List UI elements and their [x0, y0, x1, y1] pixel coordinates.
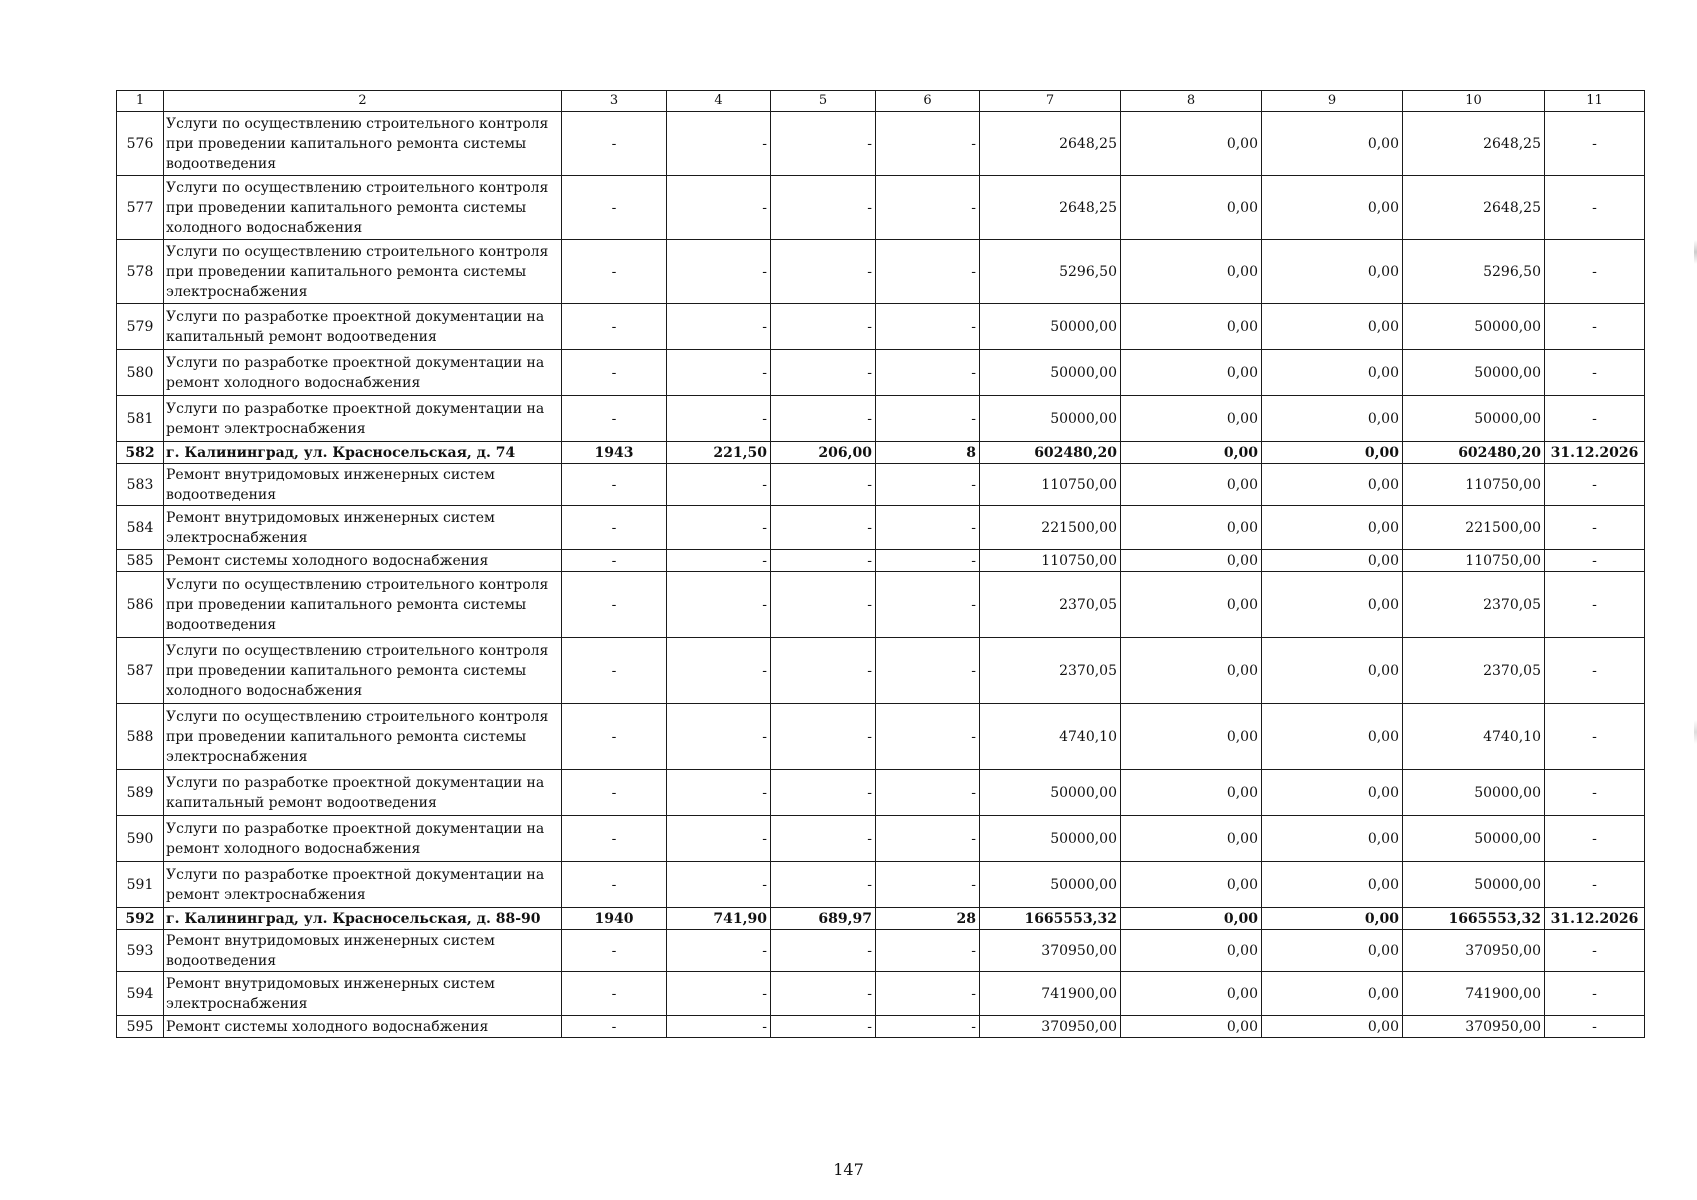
table-row-description: Ремонт системы холодного водоснабжения	[164, 1016, 562, 1038]
cell-col-10: 50000,00	[1403, 396, 1545, 442]
cell-col-5: -	[771, 638, 876, 704]
table-row-number: 579	[117, 304, 164, 350]
cell-col-4: -	[667, 506, 771, 550]
cell-col-3: -	[562, 638, 667, 704]
cell-col-3: -	[562, 304, 667, 350]
cell-col-7: 2370,05	[980, 638, 1121, 704]
cell-col-6: -	[876, 930, 980, 972]
table-row-number: 586	[117, 572, 164, 638]
cell-col-7: 50000,00	[980, 396, 1121, 442]
cell-col-4: -	[667, 464, 771, 506]
table-body	[117, 112, 1645, 1038]
table-row-description: Услуги по разработке проектной документации на ремонт электроснабжения	[164, 396, 562, 442]
cell-col-6: -	[876, 550, 980, 572]
cell-col-3: -	[562, 572, 667, 638]
cell-col-9: 0,00	[1262, 638, 1403, 704]
cell-col-4: -	[667, 350, 771, 396]
cell-col-11: -	[1545, 572, 1645, 638]
cell-col-4: -	[667, 1016, 771, 1038]
cell-col-10: 50000,00	[1403, 816, 1545, 862]
cell-col-11: -	[1545, 638, 1645, 704]
cell-col-7: 110750,00	[980, 550, 1121, 572]
cell-col-6: 8	[876, 442, 980, 464]
table-row-number: 587	[117, 638, 164, 704]
cell-col-5: -	[771, 972, 876, 1016]
table-row-number: 582	[117, 442, 164, 464]
cell-col-9: 0,00	[1262, 770, 1403, 816]
cell-col-4: 221,50	[667, 442, 771, 464]
cell-col-8: 0,00	[1121, 770, 1262, 816]
cell-col-3: 1943	[562, 442, 667, 464]
cell-col-8: 0,00	[1121, 638, 1262, 704]
cell-col-8: 0,00	[1121, 1016, 1262, 1038]
cell-col-11: -	[1545, 350, 1645, 396]
cell-col-5: 689,97	[771, 908, 876, 930]
cell-col-4: 741,90	[667, 908, 771, 930]
table-row-description: Услуги по разработке проектной документации на ремонт холодного водоснабжения	[164, 816, 562, 862]
cell-col-8: 0,00	[1121, 506, 1262, 550]
cell-col-7: 4740,10	[980, 704, 1121, 770]
cell-col-11: -	[1545, 464, 1645, 506]
cell-col-5: -	[771, 862, 876, 908]
cell-col-8: 0,00	[1121, 704, 1262, 770]
column-header: 11	[1545, 91, 1645, 112]
table-row	[117, 816, 1645, 862]
cell-col-10: 2370,05	[1403, 638, 1545, 704]
cell-col-8: 0,00	[1121, 550, 1262, 572]
cell-col-3: -	[562, 930, 667, 972]
table-row-number: 578	[117, 240, 164, 304]
table-row-description: г. Калининград, ул. Красносельская, д. 74	[164, 442, 562, 464]
table-row	[117, 550, 1645, 572]
cell-col-4: -	[667, 304, 771, 350]
table-row-number: 580	[117, 350, 164, 396]
cell-col-10: 50000,00	[1403, 770, 1545, 816]
cell-col-8: 0,00	[1121, 972, 1262, 1016]
cell-col-10: 4740,10	[1403, 704, 1545, 770]
cell-col-10: 741900,00	[1403, 972, 1545, 1016]
cell-col-9: 0,00	[1262, 908, 1403, 930]
cell-col-6: -	[876, 350, 980, 396]
cell-col-3: -	[562, 464, 667, 506]
cell-col-4: -	[667, 930, 771, 972]
cell-col-9: 0,00	[1262, 816, 1403, 862]
cell-col-10: 370950,00	[1403, 930, 1545, 972]
table-row	[117, 770, 1645, 816]
cell-col-8: 0,00	[1121, 112, 1262, 176]
cell-col-11: -	[1545, 176, 1645, 240]
cell-col-6: -	[876, 240, 980, 304]
table-row-number: 593	[117, 930, 164, 972]
cell-col-7: 1665553,32	[980, 908, 1121, 930]
cell-col-6: -	[876, 972, 980, 1016]
cell-col-9: 0,00	[1262, 1016, 1403, 1038]
table-row	[117, 506, 1645, 550]
cell-col-9: 0,00	[1262, 304, 1403, 350]
cell-col-8: 0,00	[1121, 396, 1262, 442]
cell-col-9: 0,00	[1262, 862, 1403, 908]
table-row	[117, 638, 1645, 704]
cell-col-3: -	[562, 972, 667, 1016]
cell-col-10: 5296,50	[1403, 240, 1545, 304]
column-number-header-row	[117, 91, 1645, 112]
table-row-number: 585	[117, 550, 164, 572]
cell-col-3: -	[562, 240, 667, 304]
cell-col-6: -	[876, 112, 980, 176]
table-row	[117, 304, 1645, 350]
table-row-number: 592	[117, 908, 164, 930]
cell-col-5: -	[771, 396, 876, 442]
cell-col-9: 0,00	[1262, 112, 1403, 176]
cell-col-5: -	[771, 304, 876, 350]
cell-col-6: -	[876, 770, 980, 816]
cell-col-9: 0,00	[1262, 464, 1403, 506]
cell-col-9: 0,00	[1262, 930, 1403, 972]
cell-col-3: -	[562, 506, 667, 550]
cell-col-8: 0,00	[1121, 816, 1262, 862]
cell-col-11: -	[1545, 770, 1645, 816]
cell-col-11: -	[1545, 704, 1645, 770]
cell-col-4: -	[667, 112, 771, 176]
column-header: 4	[667, 91, 771, 112]
table-row-number: 588	[117, 704, 164, 770]
cell-col-3: -	[562, 396, 667, 442]
cell-col-8: 0,00	[1121, 908, 1262, 930]
table-row	[117, 112, 1645, 176]
cell-col-11: -	[1545, 862, 1645, 908]
table-row-description: Услуги по осуществлению строительного контроля при проведении капитального ремонта системы электроснабжения	[164, 240, 562, 304]
cell-col-11: 31.12.2026	[1545, 442, 1645, 464]
cell-col-11: -	[1545, 396, 1645, 442]
cell-col-7: 50000,00	[980, 862, 1121, 908]
table-row	[117, 240, 1645, 304]
column-header: 2	[164, 91, 562, 112]
cell-col-8: 0,00	[1121, 176, 1262, 240]
cell-col-11: -	[1545, 816, 1645, 862]
cell-col-4: -	[667, 396, 771, 442]
table-row-description: Услуги по осуществлению строительного контроля при проведении капитального ремонта системы холодного водоснабжения	[164, 638, 562, 704]
cell-col-10: 602480,20	[1403, 442, 1545, 464]
cell-col-10: 2370,05	[1403, 572, 1545, 638]
cell-col-10: 2648,25	[1403, 176, 1545, 240]
table-row-description: Ремонт системы холодного водоснабжения	[164, 550, 562, 572]
cell-col-6: -	[876, 638, 980, 704]
cell-col-3: -	[562, 112, 667, 176]
cell-col-11: -	[1545, 506, 1645, 550]
cell-col-5: -	[771, 572, 876, 638]
cell-col-3: -	[562, 350, 667, 396]
table-row	[117, 350, 1645, 396]
table-row-description: Услуги по осуществлению строительного контроля при проведении капитального ремонта системы водоотведения	[164, 572, 562, 638]
cell-col-11: -	[1545, 112, 1645, 176]
table-row-number: 589	[117, 770, 164, 816]
table-row-description: Услуги по осуществлению строительного контроля при проведении капитального ремонта системы водоотведения	[164, 112, 562, 176]
cell-col-3: -	[562, 862, 667, 908]
cell-col-11: -	[1545, 1016, 1645, 1038]
cell-col-10: 50000,00	[1403, 304, 1545, 350]
cell-col-11: -	[1545, 972, 1645, 1016]
cell-col-8: 0,00	[1121, 464, 1262, 506]
cell-col-10: 50000,00	[1403, 862, 1545, 908]
cell-col-7: 221500,00	[980, 506, 1121, 550]
cell-col-6: -	[876, 1016, 980, 1038]
cell-col-7: 741900,00	[980, 972, 1121, 1016]
table-row-number: 581	[117, 396, 164, 442]
cell-col-6: -	[876, 304, 980, 350]
table-row-number: 595	[117, 1016, 164, 1038]
cell-col-10: 50000,00	[1403, 350, 1545, 396]
cell-col-10: 221500,00	[1403, 506, 1545, 550]
cell-col-11: -	[1545, 930, 1645, 972]
cell-col-3: -	[562, 816, 667, 862]
cell-col-6: -	[876, 176, 980, 240]
cell-col-6: -	[876, 572, 980, 638]
table-row	[117, 176, 1645, 240]
table-row	[117, 396, 1645, 442]
table-row-number: 584	[117, 506, 164, 550]
table-row-description: Услуги по осуществлению строительного контроля при проведении капитального ремонта системы холодного водоснабжения	[164, 176, 562, 240]
cell-col-9: 0,00	[1262, 240, 1403, 304]
cell-col-5: 206,00	[771, 442, 876, 464]
cell-col-5: -	[771, 350, 876, 396]
cell-col-6: -	[876, 464, 980, 506]
cell-col-5: -	[771, 550, 876, 572]
cell-col-8: 0,00	[1121, 350, 1262, 396]
column-header: 3	[562, 91, 667, 112]
table-row-description: Услуги по разработке проектной документации на капитальный ремонт водоотведения	[164, 770, 562, 816]
table-row-number: 591	[117, 862, 164, 908]
cell-col-8: 0,00	[1121, 930, 1262, 972]
page-number: 147	[833, 1160, 864, 1179]
table-row-description: г. Калининград, ул. Красносельская, д. 88-90	[164, 908, 562, 930]
table-row-description: Услуги по разработке проектной документации на капитальный ремонт водоотведения	[164, 304, 562, 350]
cell-col-8: 0,00	[1121, 862, 1262, 908]
cell-col-3: -	[562, 176, 667, 240]
cell-col-11: -	[1545, 240, 1645, 304]
column-header: 7	[980, 91, 1121, 112]
cell-col-4: -	[667, 572, 771, 638]
cell-col-6: -	[876, 816, 980, 862]
table-row-description: Ремонт внутридомовых инженерных систем электроснабжения	[164, 506, 562, 550]
cell-col-5: -	[771, 112, 876, 176]
cell-col-11: 31.12.2026	[1545, 908, 1645, 930]
table-row-description: Услуги по разработке проектной документации на ремонт холодного водоснабжения	[164, 350, 562, 396]
cell-col-11: -	[1545, 304, 1645, 350]
table-row	[117, 572, 1645, 638]
table-row-description: Услуги по осуществлению строительного контроля при проведении капитального ремонта системы электроснабжения	[164, 704, 562, 770]
cell-col-9: 0,00	[1262, 550, 1403, 572]
column-header: 8	[1121, 91, 1262, 112]
table-row	[117, 1016, 1645, 1038]
cell-col-7: 602480,20	[980, 442, 1121, 464]
cell-col-9: 0,00	[1262, 972, 1403, 1016]
cell-col-4: -	[667, 816, 771, 862]
cell-col-4: -	[667, 550, 771, 572]
cell-col-5: -	[771, 816, 876, 862]
cell-col-3: -	[562, 1016, 667, 1038]
cell-col-5: -	[771, 506, 876, 550]
cell-col-6: -	[876, 704, 980, 770]
cell-col-4: -	[667, 704, 771, 770]
cell-col-7: 2648,25	[980, 112, 1121, 176]
cell-col-11: -	[1545, 550, 1645, 572]
table-row-description: Ремонт внутридомовых инженерных систем электроснабжения	[164, 972, 562, 1016]
table-row	[117, 442, 1645, 464]
cell-col-7: 50000,00	[980, 770, 1121, 816]
cell-col-5: -	[771, 704, 876, 770]
table-row	[117, 972, 1645, 1016]
table-row-number: 590	[117, 816, 164, 862]
cell-col-10: 2648,25	[1403, 112, 1545, 176]
cell-col-4: -	[667, 176, 771, 240]
cell-col-7: 370950,00	[980, 930, 1121, 972]
cell-col-3: -	[562, 550, 667, 572]
cell-col-10: 110750,00	[1403, 550, 1545, 572]
cell-col-9: 0,00	[1262, 572, 1403, 638]
cell-col-4: -	[667, 770, 771, 816]
table-row-description: Услуги по разработке проектной документации на ремонт электроснабжения	[164, 862, 562, 908]
cell-col-3: -	[562, 770, 667, 816]
cell-col-7: 50000,00	[980, 304, 1121, 350]
cell-col-8: 0,00	[1121, 240, 1262, 304]
cell-col-7: 5296,50	[980, 240, 1121, 304]
cell-col-7: 2648,25	[980, 176, 1121, 240]
cell-col-7: 50000,00	[980, 816, 1121, 862]
cell-col-9: 0,00	[1262, 396, 1403, 442]
table-row	[117, 862, 1645, 908]
cell-col-7: 2370,05	[980, 572, 1121, 638]
cell-col-10: 110750,00	[1403, 464, 1545, 506]
cell-col-5: -	[771, 240, 876, 304]
cell-col-10: 1665553,32	[1403, 908, 1545, 930]
cell-col-5: -	[771, 176, 876, 240]
cell-col-7: 110750,00	[980, 464, 1121, 506]
cell-col-9: 0,00	[1262, 704, 1403, 770]
table-row-description: Ремонт внутридомовых инженерных систем водоотведения	[164, 464, 562, 506]
cell-col-9: 0,00	[1262, 442, 1403, 464]
column-header: 6	[876, 91, 980, 112]
cell-col-6: -	[876, 862, 980, 908]
table-row-number: 594	[117, 972, 164, 1016]
table-row	[117, 930, 1645, 972]
cell-col-4: -	[667, 972, 771, 1016]
cell-col-5: -	[771, 770, 876, 816]
cell-col-6: -	[876, 396, 980, 442]
table-row-number: 576	[117, 112, 164, 176]
cell-col-4: -	[667, 240, 771, 304]
table-row-description: Ремонт внутридомовых инженерных систем водоотведения	[164, 930, 562, 972]
cell-col-10: 370950,00	[1403, 1016, 1545, 1038]
cell-col-9: 0,00	[1262, 350, 1403, 396]
cell-col-6: -	[876, 506, 980, 550]
cell-col-8: 0,00	[1121, 442, 1262, 464]
column-header: 10	[1403, 91, 1545, 112]
table-row-number: 577	[117, 176, 164, 240]
cell-col-5: -	[771, 464, 876, 506]
cell-col-9: 0,00	[1262, 506, 1403, 550]
table-row	[117, 704, 1645, 770]
column-header: 5	[771, 91, 876, 112]
cell-col-4: -	[667, 638, 771, 704]
cell-col-8: 0,00	[1121, 304, 1262, 350]
cell-col-4: -	[667, 862, 771, 908]
cell-col-6: 28	[876, 908, 980, 930]
cell-col-7: 370950,00	[980, 1016, 1121, 1038]
column-header: 1	[117, 91, 164, 112]
cell-col-5: -	[771, 930, 876, 972]
cell-col-5: -	[771, 1016, 876, 1038]
cell-col-9: 0,00	[1262, 176, 1403, 240]
capital-repair-table	[116, 90, 1645, 1038]
cell-col-8: 0,00	[1121, 572, 1262, 638]
cell-col-7: 50000,00	[980, 350, 1121, 396]
cell-col-3: -	[562, 704, 667, 770]
cell-col-3: 1940	[562, 908, 667, 930]
table-row	[117, 464, 1645, 506]
table-row-number: 583	[117, 464, 164, 506]
column-header: 9	[1262, 91, 1403, 112]
table-row	[117, 908, 1645, 930]
